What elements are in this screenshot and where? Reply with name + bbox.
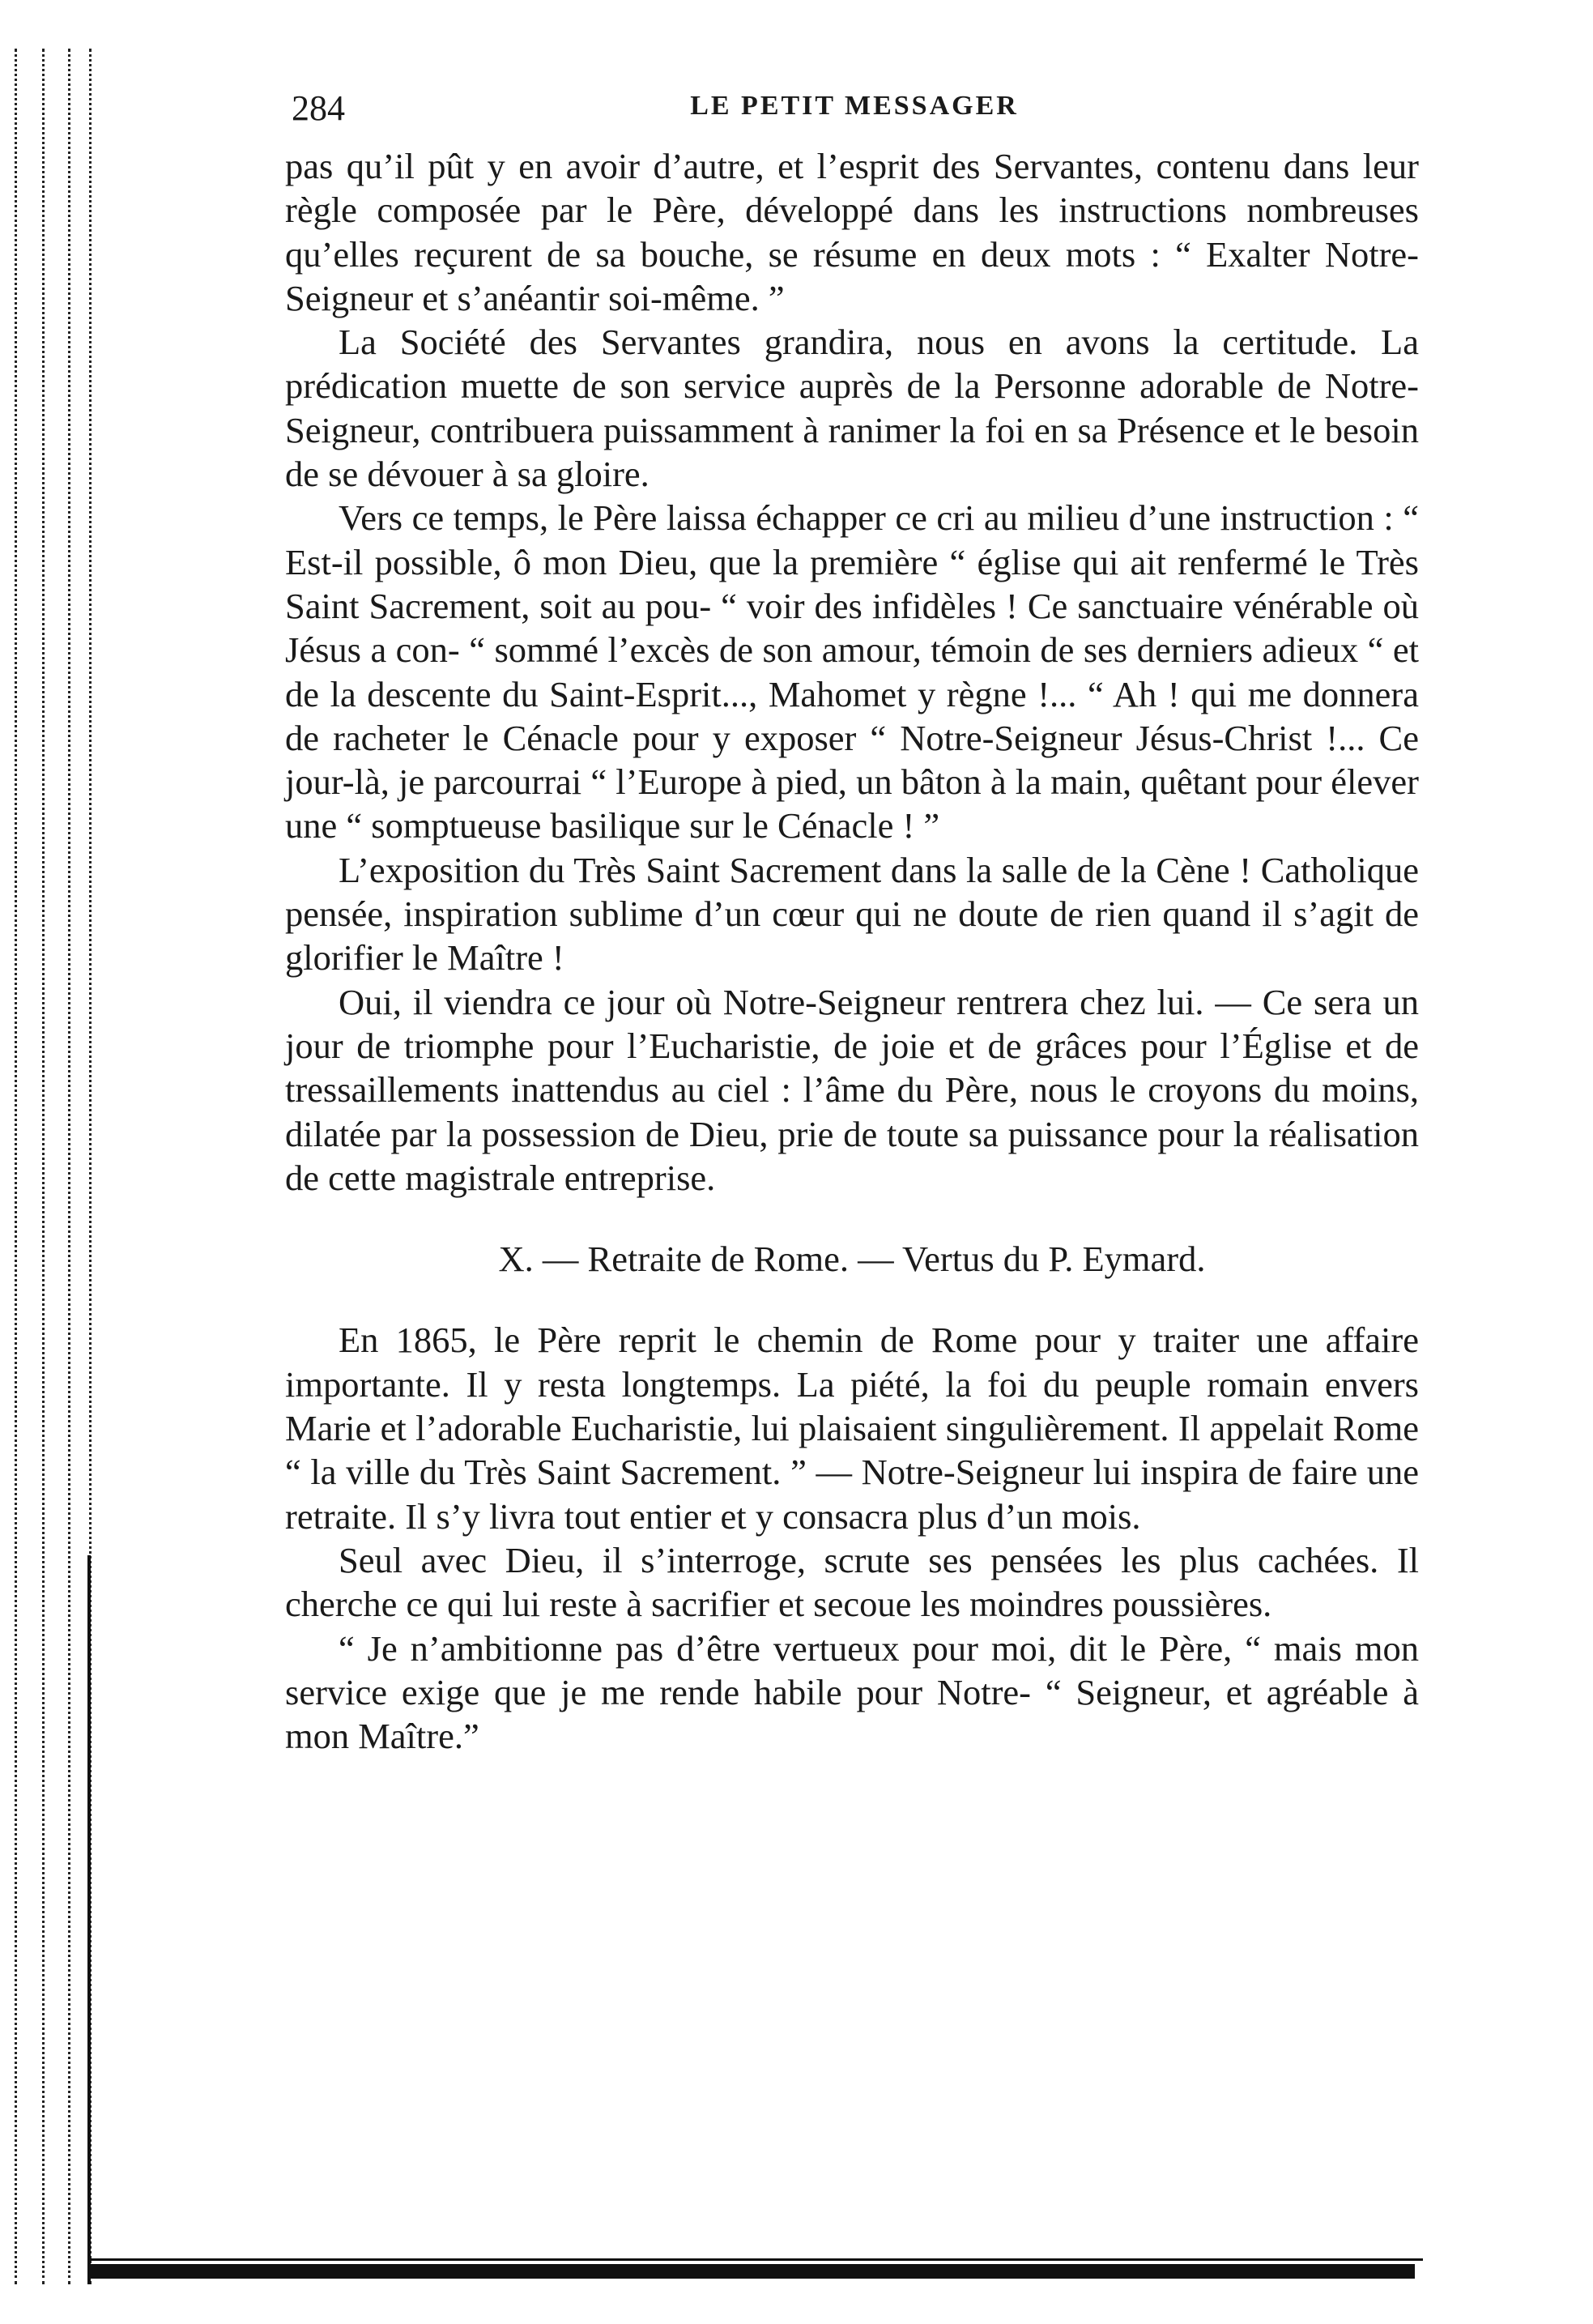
section-heading: X. — Retraite de Rome. — Vertus du P. Eymard. xyxy=(498,1239,1206,1280)
page-number: 284 xyxy=(292,88,345,128)
body-text xyxy=(285,144,1419,1758)
paragraph: Oui, il viendra ce jour où Notre-Seigneur rentrera chez lui. — Ce sera un jour de triomphe pour l’Eucharistie, de joie et de grâces pour l’Église et de tressaillements inattendus au ciel : l’âme du Père, nous le croyons du moins, dilatée par la possession de Dieu, prie de toute sa puissance pour la réalisation de cette magistrale entreprise. xyxy=(285,981,1419,1198)
gutter-edge xyxy=(87,1555,91,2284)
paragraph: L’exposition du Très Saint Sacrement dans la salle de la Cène ! Catholique pensée, inspiration sublime d’un cœur qui ne doute de rien quand il s’agit de glorifier le Maître ! xyxy=(285,849,1419,979)
paragraph: pas qu’il pût y en avoir d’autre, et l’esprit des Servantes, contenu dans leur règle composée par le Père, développé dans les instructions nombreuses qu’elles reçurent de sa bouche, se résume en deux mots : “ Exalter Notre-Seigneur et s’anéantir soi-même. ” xyxy=(285,146,1419,318)
bottom-rule xyxy=(89,2258,1423,2261)
paragraph: La Société des Servantes grandira, nous en avons la certitude. La prédication muette de son service auprès de la Personne adorable de Notre-Seigneur, contribuera puissamment à ranimer la foi en sa Présence et le besoin de se dévouer à sa gloire. xyxy=(285,322,1419,495)
bottom-border xyxy=(89,2264,1415,2279)
paragraph: En 1865, le Père reprit le chemin de Rome pour y traiter une affaire importante. Il y resta longtemps. La piété, la foi du peuple romain envers Marie et l’adorable Eucharistie, lui plaisaient singulièrement. Il appelait Rome “ la ville du Très Saint Sacrement. ” — Notre-Seigneur lui inspira de faire une retraite. Il s’y livra tout entier et y consacra plus d’un mois. xyxy=(285,1320,1419,1537)
running-title: LE PETIT MESSAGER xyxy=(690,91,1019,121)
gutter-mark xyxy=(68,49,70,2284)
paragraph: Seul avec Dieu, il s’interroge, scrute ses pensées les plus cachées. Il cherche ce qui lui reste à sacrifier et secoue les moindres poussières. xyxy=(285,1539,1419,1625)
binding-gutter xyxy=(0,49,105,2284)
paragraph: “ Je n’ambitionne pas d’être vertueux pour moi, dit le Père, “ mais mon service exige que je me rende habile pour Notre- “ Seigneur, et agréable à mon Maître.” xyxy=(285,1627,1419,1757)
gutter-mark xyxy=(15,49,17,2284)
gutter-mark xyxy=(42,49,45,2284)
paragraph: Vers ce temps, le Père laissa échapper ce cri au milieu d’une instruction : “ Est-il possible, ô mon Dieu, que la première “ église qui ait renfermé le Très Saint Sacrement, soit au pou- “ voir des infidèles ! Ce sanctuaire vénérable où Jésus a con- “ sommé l’excès de son amour, témoin de ses derniers adieux “ et de la descente du Saint-Esprit..., Mahomet y règne !... “ Ah ! qui me donnera de racheter le Cénacle pour y exposer “ Notre-Seigneur Jésus-Christ !... Ce jour-là, je parcourrai “ l’Europe à pied, un bâton à la main, quêtant pour élever une “ somptueuse basilique sur le Cénacle ! ” xyxy=(285,497,1419,846)
running-head xyxy=(292,87,1417,136)
